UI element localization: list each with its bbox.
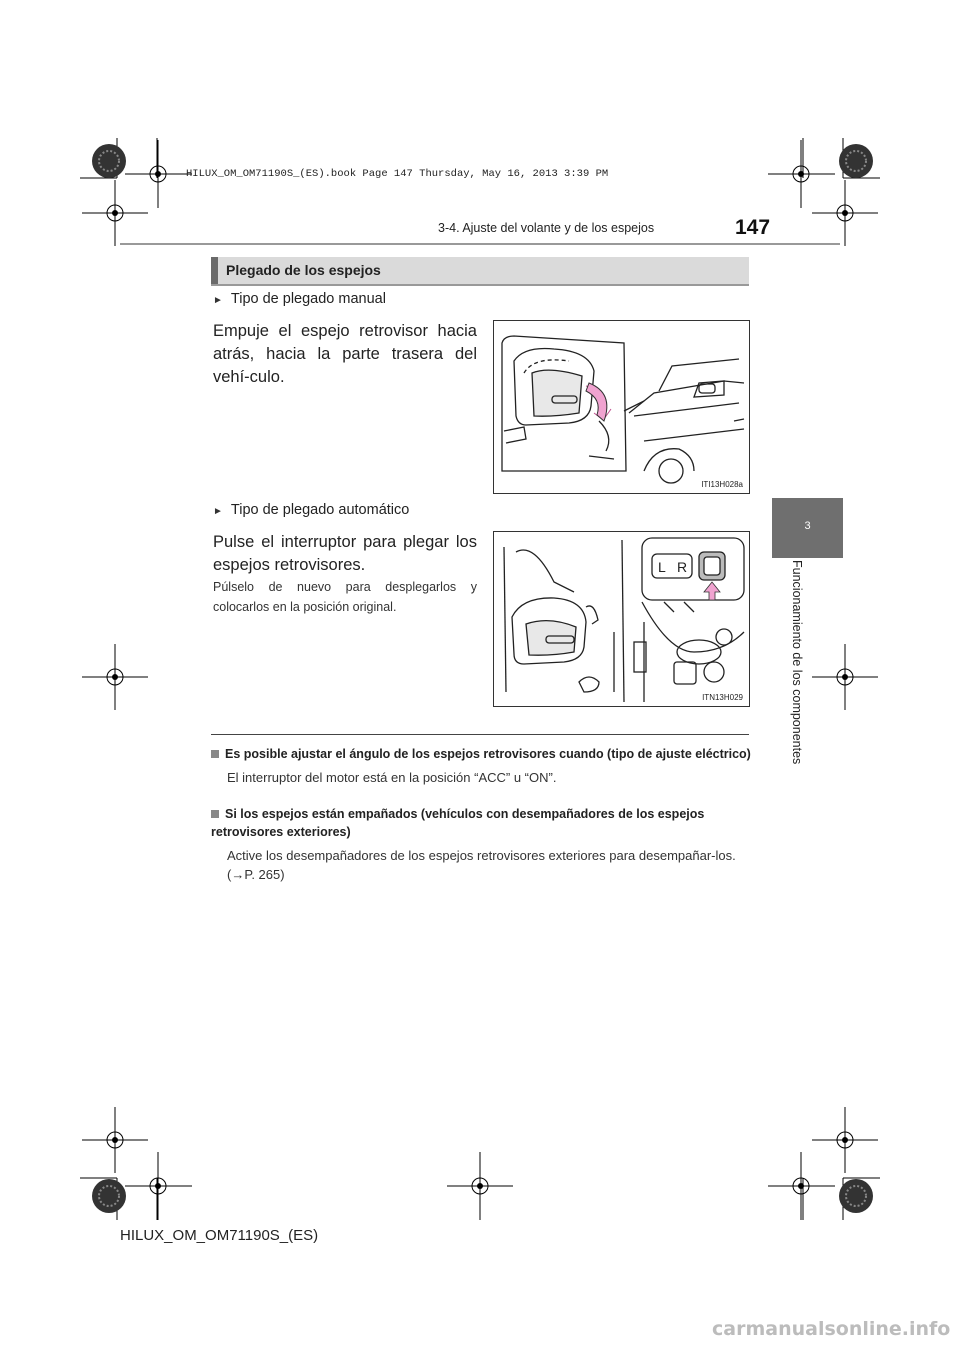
square-bullet-icon xyxy=(211,750,219,758)
paragraph-automatic: Pulse el interruptor para plegar los espejos retrovisores. xyxy=(213,533,477,574)
figure-code: ITN13H029 xyxy=(702,693,743,702)
note-automatic: Púlselo de nuevo para desplegarlos y colocarlos en la posición original. xyxy=(213,580,477,614)
info-body: Active los desempañadores de los espejos retrovisores exteriores para desempañar-los. (→P. 265) xyxy=(227,848,736,882)
switch-label-left: L xyxy=(658,559,666,575)
header-rule xyxy=(120,243,840,245)
bullet-automatic: ► Tipo de plegado automático xyxy=(213,502,410,518)
figure-automatic-fold xyxy=(493,531,750,707)
running-header: 3-4. Ajuste del volante y de los espejos xyxy=(438,221,655,235)
info-heading: Es posible ajustar el ángulo de los espejos retrovisores cuando (tipo de ajuste eléctrico) xyxy=(211,745,751,763)
info-block-1 xyxy=(211,745,751,787)
square-bullet-icon xyxy=(211,810,219,818)
side-tab-number: 3 xyxy=(804,520,811,532)
section-title: Plegado de los espejos xyxy=(226,262,381,278)
section-heading-marker xyxy=(211,257,218,284)
automatic-fold-illustration xyxy=(494,532,749,706)
info-heading: Si los espejos están empañados (vehículos con desempañadores de los espejos retrovisores exteriores) xyxy=(211,807,705,839)
triangle-bullet-icon: ► xyxy=(213,295,223,306)
page-number: 147 xyxy=(735,216,771,239)
figure-code: ITI13H028a xyxy=(701,480,743,489)
switch-label-right: R xyxy=(677,559,688,575)
manual-fold-illustration xyxy=(494,321,749,493)
side-tab-chapter xyxy=(772,498,843,558)
print-stamp: HILUX_OM_OM71190S_(ES).book Page 147 Thursday, May 16, 2013 3:39 PM xyxy=(186,168,609,180)
footer-code: HILUX_OM_OM71190S_(ES) xyxy=(120,1227,319,1244)
side-tab-chapter-name: Funcionamiento de los componentes xyxy=(790,560,804,765)
divider xyxy=(211,734,749,735)
info-body: El interruptor del motor está en la posición “ACC” u “ON”. xyxy=(227,770,557,785)
triangle-bullet-icon: ► xyxy=(213,506,223,517)
paragraph-manual: Empuje el espejo retrovisor hacia atrás, hacia la parte trasera del vehí-culo. xyxy=(213,322,477,386)
watermark: carmanualsonline.info xyxy=(712,1318,951,1340)
figure-manual-fold xyxy=(493,320,750,494)
info-block-2 xyxy=(211,805,751,884)
bullet-manual: ► Tipo de plegado manual xyxy=(213,291,386,307)
section-heading xyxy=(211,257,749,286)
